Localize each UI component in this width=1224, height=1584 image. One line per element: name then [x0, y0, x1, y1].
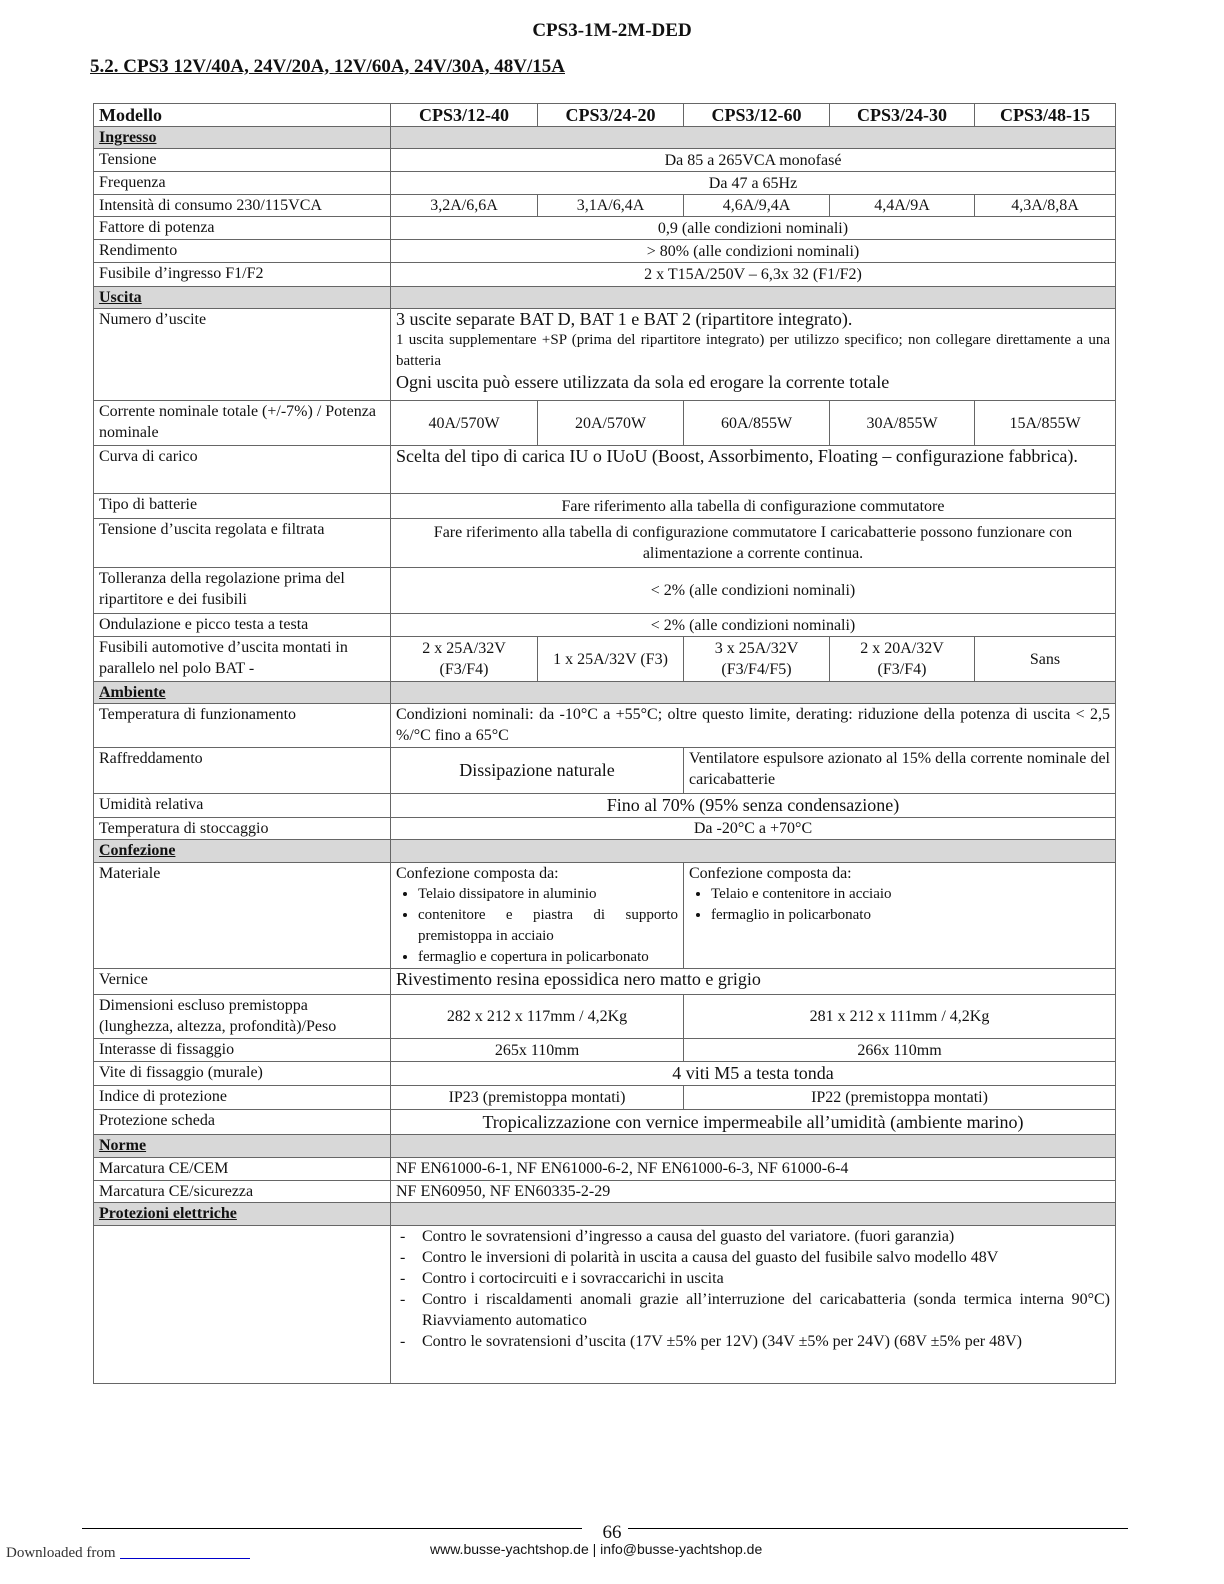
value-cell [684, 863, 1116, 969]
row-label: Fusibile d’ingresso F1/F2 [94, 263, 391, 287]
row-label: Indice di protezione [94, 1086, 391, 1110]
section-row [94, 1203, 1116, 1226]
table-row [94, 446, 1116, 494]
value-cell: Scelta del tipo di carica IU o IUoU (Boost, Assorbimento, Floating – configurazione fabbrica). [391, 446, 1116, 494]
value-cell: 3,1A/6,4A [538, 195, 684, 217]
protection-list [396, 1226, 1110, 1352]
value-cell: IP22 (premistoppa montati) [684, 1086, 1116, 1110]
paragraph: 1 uscita supplementare +SP (prima del ripartitore integrato) per utilizzo specifico; non collegare direttamente a una batteria [396, 332, 1110, 369]
value-cell: 2 x 25A/32V (F3/F4) [391, 637, 538, 682]
bullet-item: • Telaio e contenitore in acciaio [711, 884, 1110, 905]
model-column-header: CPS3/48-15 [975, 104, 1116, 127]
table-row [94, 863, 1116, 969]
table-row [94, 1226, 1116, 1384]
value-cell: Dissipazione naturale [391, 748, 684, 794]
bullet-item: • fermaglio e copertura in policarbonato [418, 947, 678, 968]
section-fill [391, 1135, 1116, 1158]
value-cell: 20A/570W [538, 401, 684, 446]
row-label: Dimensioni escluso premistoppa (lunghezza, altezza, profondità)/Peso [94, 995, 391, 1039]
table-row [94, 704, 1116, 748]
table-row [94, 1181, 1116, 1203]
row-label: Materiale [94, 863, 391, 969]
table-row [94, 519, 1116, 568]
footer-rule-left [82, 1528, 582, 1529]
table-row [94, 995, 1116, 1039]
table-row [94, 217, 1116, 240]
table-row [94, 309, 1116, 401]
row-label: Umidità relativa [94, 794, 391, 818]
value-cell: 4,6A/9,4A [684, 195, 830, 217]
section-fill [391, 127, 1116, 149]
value-cell: 2 x T15A/250V – 6,3x 32 (F1/F2) [391, 263, 1116, 287]
list-heading: Confezione composta da: [396, 865, 559, 882]
value-cell: 40A/570W [391, 401, 538, 446]
value-cell: 4,3A/8,8A [975, 195, 1116, 217]
paragraph: Ogni uscita può essere utilizzata da sola ed erogare la corrente totale [396, 372, 890, 392]
section-heading: 5.2. CPS3 12V/40A, 24V/20A, 12V/60A, 24V/30A, 48V/15A [90, 56, 565, 77]
value-cell: Da 85 a 265VCA monofasé [391, 149, 1116, 172]
value-cell: Ventilatore espulsore azionato al 15% della corrente nominale del caricabatterie [684, 748, 1116, 794]
table-row [94, 1110, 1116, 1135]
value-cell [391, 1226, 1116, 1384]
list-heading: Confezione composta da: [689, 865, 852, 882]
row-label: Tipo di batterie [94, 494, 391, 519]
paragraph: 3 uscite separate BAT D, BAT 1 e BAT 2 (ripartitore integrato). [396, 309, 853, 329]
footer-rule-right [628, 1528, 1128, 1529]
section-label: Protezioni elettriche [94, 1203, 391, 1226]
value-cell: < 2% (alle condizioni nominali) [391, 614, 1116, 637]
value-cell: 30A/855W [830, 401, 975, 446]
row-label: Intensità di consumo 230/115VCA [94, 195, 391, 217]
table-row [94, 401, 1116, 446]
table-row [94, 1158, 1116, 1181]
value-cell: NF EN61000-6-1, NF EN61000-6-2, NF EN61000-6-3, NF 61000-6-4 [391, 1158, 1116, 1181]
section-row [94, 1135, 1116, 1158]
value-cell [391, 863, 684, 969]
model-column-header: CPS3/12-60 [684, 104, 830, 127]
bullet-list [396, 884, 678, 968]
value-cell: 4 viti M5 a testa tonda [391, 1062, 1116, 1086]
value-cell: 3 x 25A/32V (F3/F4/F5) [684, 637, 830, 682]
protection-item: - Contro i cortocircuiti e i sovraccarichi in uscita [422, 1268, 1110, 1289]
bullet-list [689, 884, 1110, 926]
value-cell: Rivestimento resina epossidica nero matto e grigio [391, 969, 1116, 995]
section-fill [391, 840, 1116, 863]
modello-header: Modello [94, 104, 391, 127]
section-row [94, 682, 1116, 704]
value-cell: < 2% (alle condizioni nominali) [391, 568, 1116, 614]
model-column-header: CPS3/12-40 [391, 104, 538, 127]
section-fill [391, 287, 1116, 309]
row-label: Tensione d’uscita regolata e filtrata [94, 519, 391, 568]
table-row [94, 240, 1116, 263]
row-label: Marcatura CE/sicurezza [94, 1181, 391, 1203]
value-cell: Da -20°C a +70°C [391, 818, 1116, 840]
bullet-item: • contenitore e piastra di supporto premistoppa in acciaio [418, 905, 678, 947]
row-label: Vite di fissaggio (murale) [94, 1062, 391, 1086]
row-label: Tensione [94, 149, 391, 172]
table-row [94, 172, 1116, 195]
section-row [94, 840, 1116, 863]
section-label: Uscita [94, 287, 391, 309]
section-fill [391, 682, 1116, 704]
table-header-row [94, 104, 1116, 127]
table-row [94, 1039, 1116, 1062]
row-label: Vernice [94, 969, 391, 995]
row-label: Numero d’uscite [94, 309, 391, 401]
table-row [94, 263, 1116, 287]
section-row [94, 287, 1116, 309]
value-cell: 60A/855W [684, 401, 830, 446]
value-cell: 281 x 212 x 111mm / 4,2Kg [684, 995, 1116, 1039]
download-link[interactable] [120, 1544, 250, 1559]
table-row [94, 1062, 1116, 1086]
row-label: Raffreddamento [94, 748, 391, 794]
downloaded-label: Downloaded from [6, 1545, 116, 1561]
table-row [94, 568, 1116, 614]
value-cell: 4,4A/9A [830, 195, 975, 217]
row-label: Fusibili automotive d’uscita montati in parallelo nel polo BAT - [94, 637, 391, 682]
model-column-header: CPS3/24-20 [538, 104, 684, 127]
protection-item: - Contro i riscaldamenti anomali grazie all’interruzione del caricabatteria (sonda termica interna 90°C) Riavviamento automatico [422, 1289, 1110, 1331]
value-cell: 1 x 25A/32V (F3) [538, 637, 684, 682]
section-label: Ingresso [94, 127, 391, 149]
row-label: Corrente nominale totale (+/-7%) / Potenza nominale [94, 401, 391, 446]
section-label: Ambiente [94, 682, 391, 704]
value-cell: 265x 110mm [391, 1039, 684, 1062]
document-title: CPS3-1M-2M-DED [532, 20, 692, 41]
row-label [94, 1226, 391, 1384]
model-column-header: CPS3/24-30 [830, 104, 975, 127]
section-label: Confezione [94, 840, 391, 863]
table-row [94, 794, 1116, 818]
value-cell: IP23 (premistoppa montati) [391, 1086, 684, 1110]
row-label: Temperatura di funzionamento [94, 704, 391, 748]
table-row [94, 748, 1116, 794]
bullet-item: • Telaio dissipatore in aluminio [418, 884, 678, 905]
value-cell: > 80% (alle condizioni nominali) [391, 240, 1116, 263]
table-row [94, 494, 1116, 519]
row-label: Interasse di fissaggio [94, 1039, 391, 1062]
value-cell: Sans [975, 637, 1116, 682]
value-cell: Condizioni nominali: da -10°C a +55°C; oltre questo limite, derating: riduzione della potenza di uscita < 2,5 %/°C fino a 65°C [391, 704, 1116, 748]
section-row [94, 127, 1116, 149]
page-number: 66 [602, 1522, 622, 1543]
value-cell: 3,2A/6,6A [391, 195, 538, 217]
row-label: Tolleranza della regolazione prima del ripartitore e dei fusibili [94, 568, 391, 614]
website-contact[interactable]: www.busse-yachtshop.de | info@busse-yachtshop.de [430, 1541, 763, 1557]
row-label: Curva di carico [94, 446, 391, 494]
section-fill [391, 1203, 1116, 1226]
row-label: Temperatura di stoccaggio [94, 818, 391, 840]
value-cell: NF EN60950, NF EN60335-2-29 [391, 1181, 1116, 1203]
row-label: Fattore di potenza [94, 217, 391, 240]
table-row [94, 818, 1116, 840]
row-label: Frequenza [94, 172, 391, 195]
value-cell: 282 x 212 x 117mm / 4,2Kg [391, 995, 684, 1039]
table-row [94, 149, 1116, 172]
value-cell: 2 x 20A/32V (F3/F4) [830, 637, 975, 682]
table-row [94, 1086, 1116, 1110]
row-label: Protezione scheda [94, 1110, 391, 1135]
value-cell: 0,9 (alle condizioni nominali) [391, 217, 1116, 240]
row-label: Marcatura CE/CEM [94, 1158, 391, 1181]
bullet-item: • fermaglio in policarbonato [711, 905, 1110, 926]
table-row [94, 637, 1116, 682]
protection-item: - Contro le sovratensioni d’ingresso a causa del guasto del variatore. (fuori garanzia) [422, 1226, 1110, 1247]
value-cell: Da 47 a 65Hz [391, 172, 1116, 195]
value-cell: Fare riferimento alla tabella di configurazione commutatore I caricabatterie possono funzionare con alimentazione a corrente continua. [391, 519, 1116, 568]
table-row [94, 614, 1116, 637]
value-cell: 266x 110mm [684, 1039, 1116, 1062]
downloaded-from [6, 1542, 250, 1559]
section-label: Norme [94, 1135, 391, 1158]
value-cell: 15A/855W [975, 401, 1116, 446]
value-cell: Tropicalizzazione con vernice impermeabile all’umidità (ambiente marino) [391, 1110, 1116, 1135]
value-cell [391, 309, 1116, 401]
protection-item: - Contro le sovratensioni d’uscita (17V ±5% per 12V) (34V ±5% per 24V) (68V ±5% per 48V) [422, 1331, 1110, 1352]
row-label: Ondulazione e picco testa a testa [94, 614, 391, 637]
table-row [94, 195, 1116, 217]
table-row [94, 969, 1116, 995]
spec-table [93, 103, 1116, 1384]
protection-item: - Contro le inversioni di polarità in uscita a causa del guasto del fusibile salvo modello 48V [422, 1247, 1110, 1268]
row-label: Rendimento [94, 240, 391, 263]
value-cell: Fino al 70% (95% senza condensazione) [391, 794, 1116, 818]
value-cell: Fare riferimento alla tabella di configurazione commutatore [391, 494, 1116, 519]
